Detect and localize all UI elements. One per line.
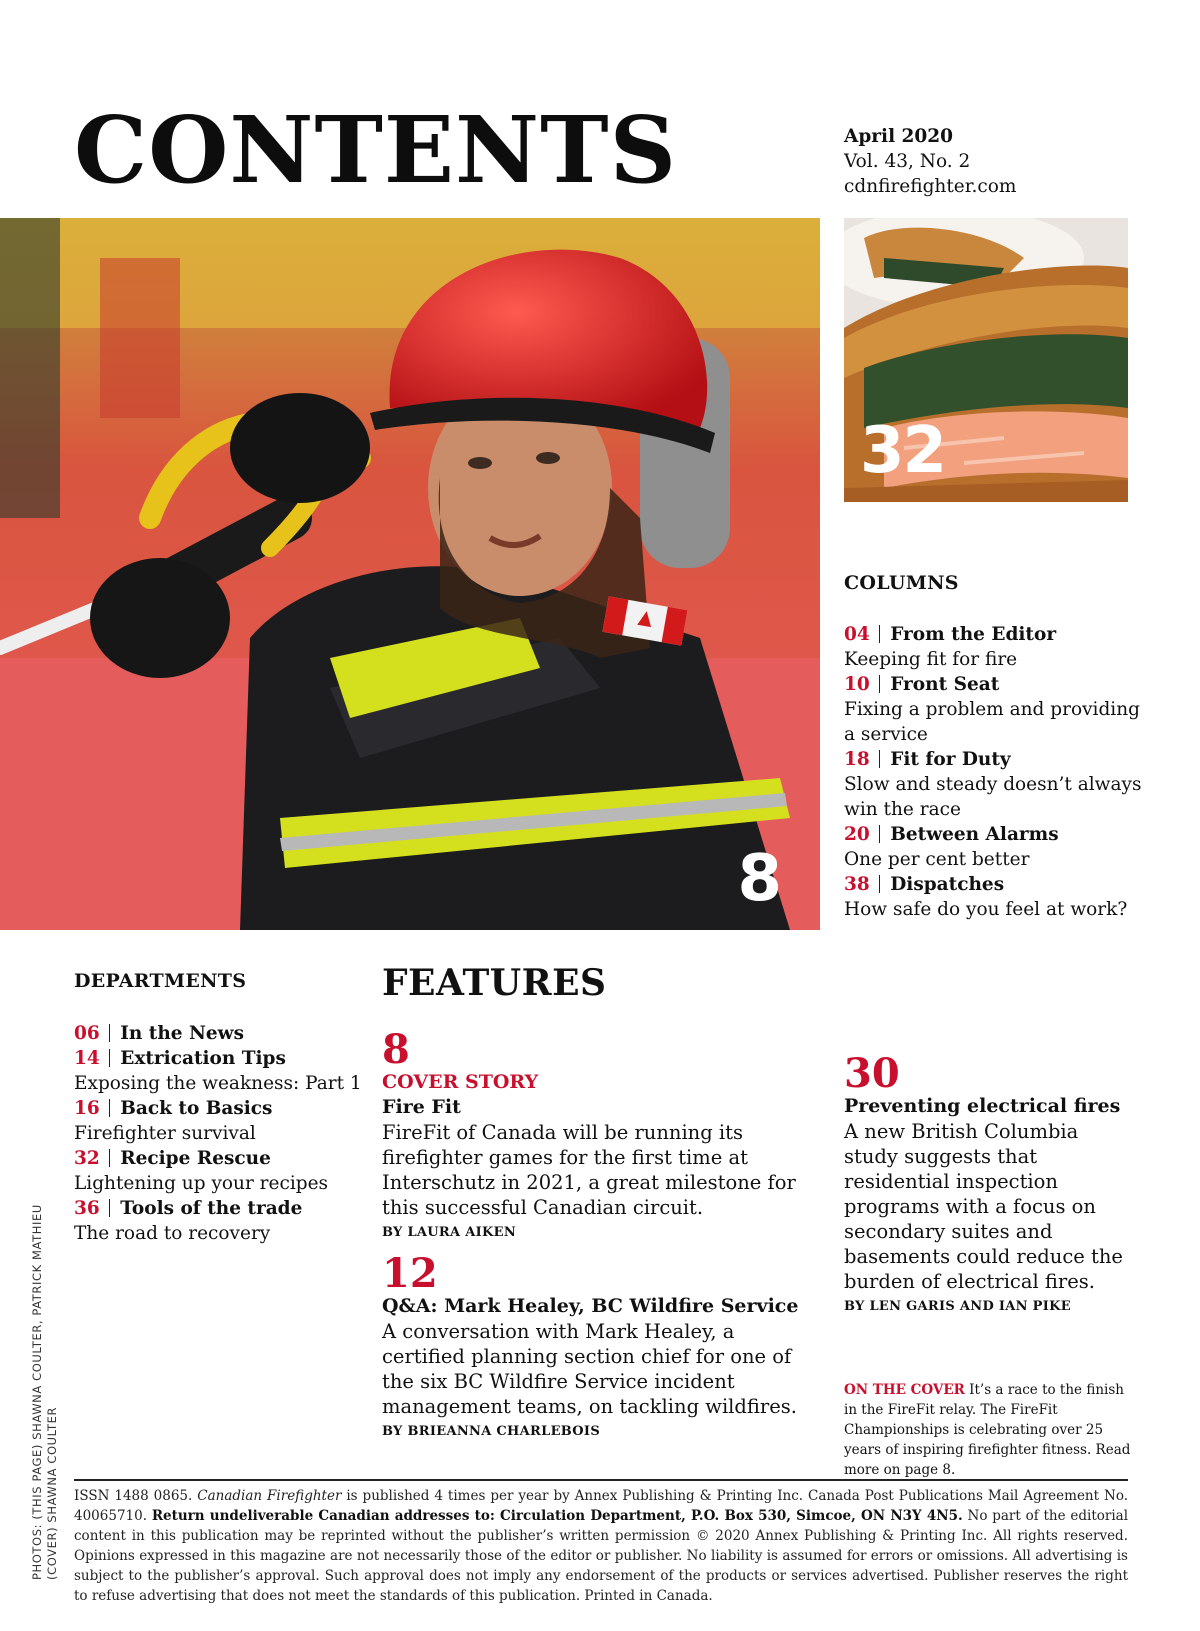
department-entry[interactable] bbox=[74, 1096, 364, 1146]
feature-electrical-fires[interactable] bbox=[844, 1050, 1136, 1314]
divider bbox=[879, 675, 881, 693]
columns-heading: COLUMNS bbox=[844, 572, 959, 594]
department-entry[interactable] bbox=[74, 1046, 364, 1096]
entry-page-number: 04 bbox=[844, 624, 870, 645]
photo-credit-line: (COVER) SHAWNA COULTER bbox=[45, 1406, 59, 1580]
entry-title: Recipe Rescue bbox=[120, 1148, 271, 1169]
feature-kicker: COVER STORY bbox=[382, 1071, 539, 1093]
entry-description: The road to recovery bbox=[74, 1223, 271, 1244]
divider bbox=[109, 1024, 111, 1042]
legal-notice: No part of the editorial content in this publication may be reprinted without the publisher’s written permission © 2020 Annex Publishing & Printing Inc. All rights reserved. Opinions expressed in this magazine are not necessarily those of the editor or publisher. No liability is assumed for errors or omissions. All advertising is subject to the publisher’s approval. Such approval does not imply any endorsement of the products or services advertised. Publisher reserves the right to refuse advertising that does not meet the standards of this publication. Printed in Canada. bbox=[74, 1508, 1129, 1604]
website-link[interactable]: cdnfirefighter.com bbox=[844, 176, 1017, 197]
feature-description: A conversation with Mark Healey, a certified planning section chief for one of the six BC Wildfire Service incident management teams, on tackling wildfires. bbox=[382, 1320, 797, 1418]
feature-byline: BY BRIEANNA CHARLEBOIS bbox=[382, 1424, 601, 1439]
firefighter-illustration bbox=[0, 218, 820, 930]
column-entry[interactable] bbox=[844, 872, 1144, 922]
feature-title: Fire Fit bbox=[382, 1096, 461, 1118]
entry-title: Between Alarms bbox=[890, 824, 1059, 845]
entry-description: Fixing a problem and providing a service bbox=[844, 699, 1140, 745]
on-the-cover-text: It’s a race to the finish in the FireFit relay. The FireFit Championships is celebrating over 25 years of inspiring firefighter fitness. Read more on page 8. bbox=[844, 1382, 1131, 1478]
divider bbox=[879, 750, 881, 768]
cover-story-page-number: 8 bbox=[737, 842, 782, 916]
entry-description: Keeping fit for fire bbox=[844, 649, 1018, 670]
feature-title: Preventing electrical fires bbox=[844, 1095, 1121, 1117]
entry-title: Fit for Duty bbox=[890, 749, 1011, 770]
entry-description: One per cent better bbox=[844, 849, 1030, 870]
entry-description: Firefighter survival bbox=[74, 1123, 256, 1144]
entry-page-number: 06 bbox=[74, 1023, 100, 1044]
feature-cover-story[interactable] bbox=[382, 1026, 812, 1240]
divider bbox=[879, 825, 881, 843]
department-entry[interactable] bbox=[74, 1196, 364, 1246]
on-the-cover-label: ON THE COVER bbox=[844, 1382, 965, 1398]
recipe-photo[interactable] bbox=[844, 218, 1128, 502]
page-title: CONTENTS bbox=[74, 96, 678, 204]
cover-story-photo[interactable] bbox=[0, 218, 820, 930]
entry-description: How safe do you feel at work? bbox=[844, 899, 1128, 920]
entry-page-number: 18 bbox=[844, 749, 870, 770]
entry-title: Back to Basics bbox=[120, 1098, 273, 1119]
feature-qa[interactable] bbox=[382, 1250, 812, 1439]
divider bbox=[109, 1199, 111, 1217]
recipe-page-number: 32 bbox=[860, 414, 946, 488]
entry-page-number: 32 bbox=[74, 1148, 100, 1169]
feature-page-number: 8 bbox=[382, 1026, 410, 1073]
entry-page-number: 10 bbox=[844, 674, 870, 695]
feature-title: Q&A: Mark Healey, BC Wildfire Service bbox=[382, 1295, 799, 1317]
column-entry[interactable] bbox=[844, 747, 1144, 822]
on-the-cover-note bbox=[844, 1380, 1136, 1480]
issue-volume: Vol. 43, No. 2 bbox=[844, 151, 971, 172]
departments-list bbox=[74, 1021, 364, 1246]
feature-page-number: 30 bbox=[844, 1050, 900, 1097]
entry-page-number: 16 bbox=[74, 1098, 100, 1119]
divider bbox=[109, 1049, 111, 1067]
entry-description: Lightening up your recipes bbox=[74, 1173, 329, 1194]
entry-title: In the News bbox=[120, 1023, 245, 1044]
department-entry[interactable] bbox=[74, 1021, 364, 1046]
column-entry[interactable] bbox=[844, 622, 1144, 672]
divider bbox=[879, 625, 881, 643]
footer-divider bbox=[74, 1479, 1128, 1481]
departments-heading: DEPARTMENTS bbox=[74, 970, 247, 992]
column-entry[interactable] bbox=[844, 822, 1144, 872]
feature-description: FireFit of Canada will be running its firefighter games for the first time at Interschutz in 2021, a great milestone for this successful Canadian circuit. bbox=[382, 1121, 796, 1219]
photo-credit bbox=[30, 1180, 60, 1580]
feature-page-number: 12 bbox=[382, 1250, 438, 1297]
feature-byline: BY LAURA AIKEN bbox=[382, 1225, 517, 1240]
entry-title: Extrication Tips bbox=[120, 1048, 286, 1069]
entry-page-number: 14 bbox=[74, 1048, 100, 1069]
return-address: Return undeliverable Canadian addresses to: Circulation Department, P.O. Box 530, Simcoe, ON N3Y 4N5. bbox=[151, 1508, 963, 1524]
entry-description: Exposing the weakness: Part 1 bbox=[74, 1073, 362, 1094]
feature-description: A new British Columbia study suggests that residential inspection programs with a focus on secondary suites and basements could reduce the burden of electrical fires. bbox=[844, 1120, 1123, 1293]
entry-title: Dispatches bbox=[890, 874, 1005, 895]
issue-info bbox=[844, 124, 1016, 199]
features-heading: FEATURES bbox=[382, 962, 607, 1004]
entry-description: Slow and steady doesn’t always win the race bbox=[844, 774, 1142, 820]
issue-date: April 2020 bbox=[844, 126, 954, 147]
issn: ISSN 1488 0865. bbox=[74, 1488, 193, 1504]
column-entry[interactable] bbox=[844, 672, 1144, 747]
feature-byline: BY LEN GARIS AND IAN PIKE bbox=[844, 1299, 1071, 1314]
entry-title: Tools of the trade bbox=[120, 1198, 303, 1219]
divider bbox=[879, 875, 881, 893]
entry-page-number: 20 bbox=[844, 824, 870, 845]
entry-title: Front Seat bbox=[890, 674, 1000, 695]
divider bbox=[109, 1149, 111, 1167]
entry-page-number: 36 bbox=[74, 1198, 100, 1219]
publication-footer bbox=[74, 1486, 1128, 1606]
entry-title: From the Editor bbox=[890, 624, 1057, 645]
magazine-name: Canadian Firefighter bbox=[197, 1488, 342, 1504]
department-entry[interactable] bbox=[74, 1146, 364, 1196]
publisher-info: is published 4 times per year by Annex Publishing & Printing Inc. Canada Post Publications Mail Agreement No. 40065710. bbox=[74, 1488, 1129, 1524]
divider bbox=[109, 1099, 111, 1117]
entry-page-number: 38 bbox=[844, 874, 870, 895]
columns-list bbox=[844, 622, 1144, 922]
photo-credit-line: PHOTOS: (THIS PAGE) SHAWNA COULTER, PATRICK MATHIEU bbox=[30, 1204, 44, 1580]
